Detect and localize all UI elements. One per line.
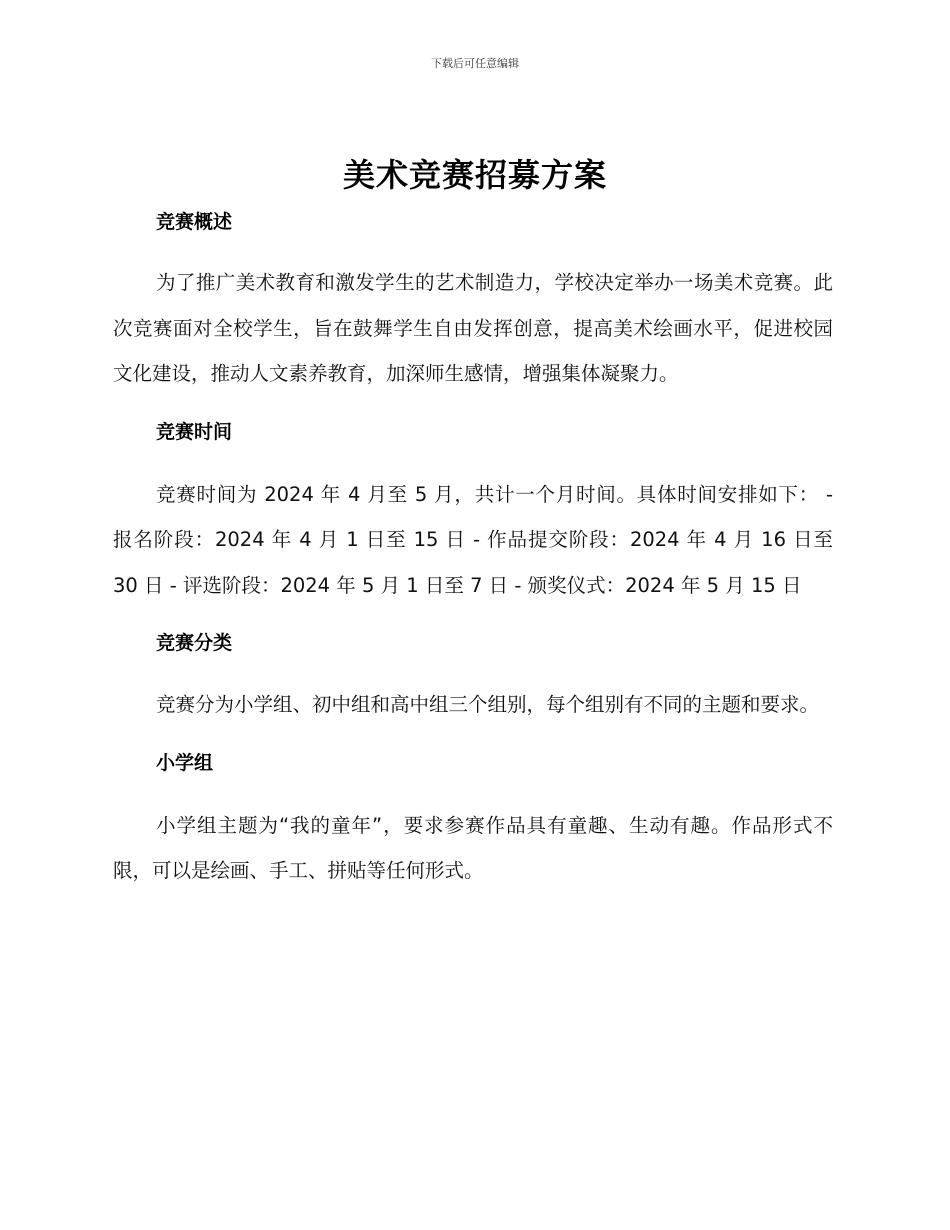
- section-heading-overview: 竞赛概述: [156, 211, 233, 233]
- section-heading-schedule: 竞赛时间: [156, 420, 233, 443]
- section-paragraph-categories: 竞赛分为小学组、初中组和高中组三个组别，每个组别有不同的主题和要求。: [156, 693, 820, 716]
- section-paragraph-primary-group: 小学组主题为“我的童年”，要求参赛作品具有童趣、生动有趣。作品形式不限，可以是绘画、手工、拼贴等任何形式。: [113, 813, 833, 882]
- section-heading-primary-group: 小学组: [156, 751, 214, 774]
- section-heading-categories: 竞赛分类: [156, 632, 233, 654]
- section-paragraph-schedule: 竞赛时间为 2024 年 4 月至 5 月，共计一个月时间。具体时间安排如下： - 报名阶段：2024 年 4 月 1 日至 15 日 - 作品提交阶段：2024 年 4 月 16 日至 30 日 - 评选阶段：2024 年 5 月 1 日至 7 日 - 颁奖仪式：2024 年 5 月 15 日: [113, 482, 833, 597]
- section-paragraph-overview: 为了推广美术教育和激发学生的艺术制造力，学校决定举办一场美术竞赛。此次竞赛面对全校学生，旨在鼓舞学生自由发挥创意，提高美术绘画水平，促进校园文化建设，推动人文素养教育，加深师生感情，增强集体凝聚力。: [113, 271, 833, 385]
- document-title: 美术竞赛招募方案: [342, 156, 607, 194]
- document-body: [113, 207, 833, 894]
- page-header-note: 下载后可任意编辑: [431, 57, 519, 70]
